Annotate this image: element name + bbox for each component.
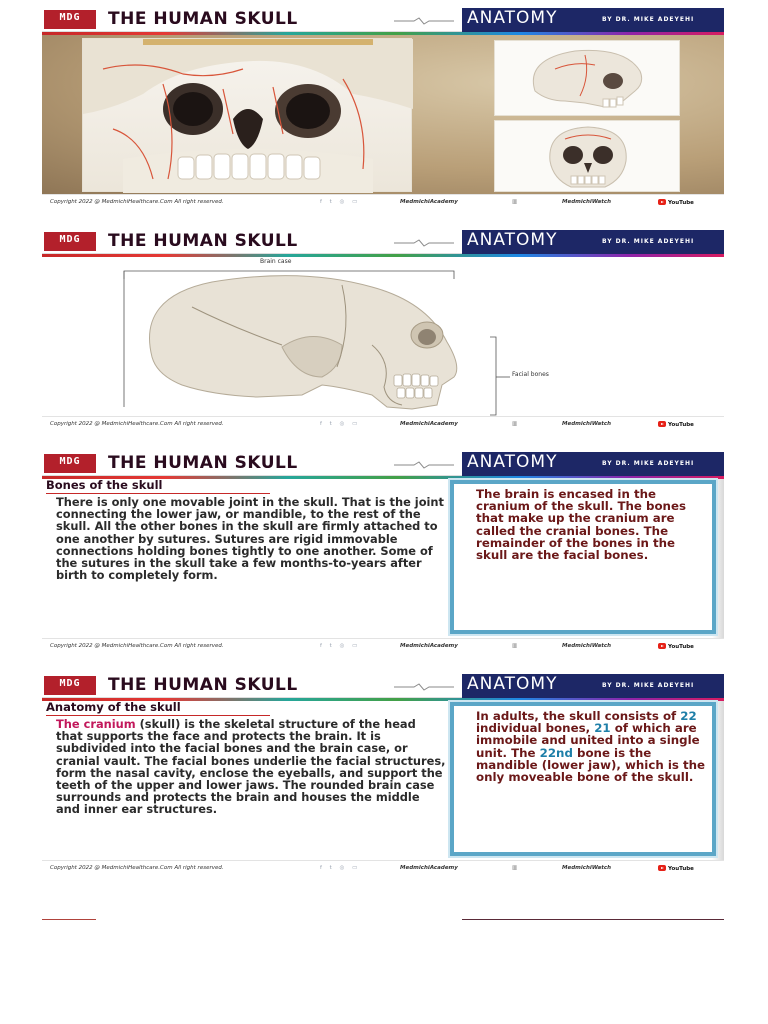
slide-footer (42, 860, 724, 874)
count-22nd: 22nd (539, 745, 573, 760)
body-rest: (skull) is the skeletal structure of the head that supports the face and protects the brain. It is subdivided into the facial bones and the brain case, or cranial vault. The facial bones underlie the facial structures, form the nasal cavity, enclose the eyeballs, and support the teeth of the upper and lower jaws. The rounded brain case surrounds and protects the brain and houses the middle and inner ear structures. (56, 717, 446, 817)
slide-header (42, 8, 724, 32)
slide-skull-diagram (42, 230, 724, 430)
youtube-icon (658, 643, 666, 649)
section-title: Bones of the skull (46, 478, 163, 492)
facial-bones-label: Facial bones (512, 371, 549, 378)
squiggle-icon (394, 16, 454, 26)
building-icon: ▥ (512, 643, 518, 649)
social-icons[interactable]: f t ◎ ▭ (320, 643, 361, 649)
copyright-text: Copyright 2022 @ MedmichiHealthcare.Com All right reserved. (50, 865, 224, 871)
building-icon: ▥ (512, 865, 518, 871)
course-label: ANATOMY (467, 452, 558, 472)
section-underline (46, 493, 270, 494)
squiggle-icon (394, 238, 454, 248)
slide-bones-of-skull (42, 452, 724, 652)
course-label: ANATOMY (467, 230, 558, 250)
building-icon: ▥ (512, 421, 518, 427)
callout-text: The brain is encased in the cranium of the skull. The bones that make up the cranium are called the cranial bones. The remainder of the bones in the skull are the facial bones. (476, 487, 686, 563)
skull-side-photo (494, 40, 680, 116)
slide-anatomy-of-skull (42, 674, 724, 874)
youtube-link[interactable]: YouTube (658, 865, 694, 872)
bottom-rule-right (462, 919, 724, 920)
academy-link[interactable]: MedmichiAcademy (400, 643, 458, 649)
count-22: 22 (680, 709, 697, 723)
brain-case-label: Brain case (260, 258, 292, 265)
author-byline: BY DR. MIKE ADEYEHI (602, 682, 695, 689)
callout-box (450, 480, 716, 634)
bottom-rule-left (42, 919, 96, 920)
watch-link[interactable]: MedmichiWatch (562, 421, 612, 427)
academy-link[interactable]: MedmichiAcademy (400, 421, 458, 427)
squiggle-icon (394, 460, 454, 470)
slide-title: THE HUMAN SKULL (108, 9, 298, 29)
youtube-icon (658, 865, 666, 871)
building-icon: ▥ (512, 199, 518, 205)
author-byline: BY DR. MIKE ADEYEHI (602, 238, 695, 245)
callout-box (450, 702, 716, 856)
academy-link[interactable]: MedmichiAcademy (400, 199, 458, 205)
cranium-highlight: The cranium (56, 717, 136, 731)
watch-link[interactable]: MedmichiWatch (562, 643, 612, 649)
course-label: ANATOMY (467, 8, 558, 28)
count-21: 21 (594, 721, 611, 736)
skull-lateral-diagram (42, 257, 724, 416)
course-label: ANATOMY (467, 674, 558, 694)
mdg-logo: MDG (44, 676, 96, 695)
slide-footer (42, 194, 724, 208)
copyright-text: Copyright 2022 @ MedmichiHealthcare.Com All right reserved. (50, 421, 224, 427)
skull-side-illustration (495, 41, 681, 117)
slide-header (42, 452, 724, 476)
skull-front-photo (494, 120, 680, 192)
mdg-logo: MDG (44, 10, 96, 29)
youtube-link[interactable]: YouTube (658, 421, 694, 428)
slide-skull-photos (42, 8, 724, 208)
mdg-logo: MDG (44, 232, 96, 251)
social-icons[interactable]: f t ◎ ▭ (320, 421, 361, 427)
social-icons[interactable]: f t ◎ ▭ (320, 199, 361, 205)
youtube-link[interactable]: YouTube (658, 643, 694, 650)
callout-text: In adults, the skull consists of 22 individual bones, 21 of which are immobile and united into a single unit. The 22nd bone is the mandible (lower jaw), which is the only moveable bone of the skull. (476, 709, 706, 785)
copyright-text: Copyright 2022 @ MedmichiHealthcare.Com All right reserved. (50, 199, 224, 205)
slide-footer (42, 638, 724, 652)
youtube-icon (658, 199, 666, 205)
youtube-icon (658, 421, 666, 427)
section-underline (46, 715, 270, 716)
skull-closeup-illustration (83, 39, 413, 193)
slide-footer (42, 416, 724, 430)
skull-front-illustration (495, 121, 681, 193)
slide-title: THE HUMAN SKULL (108, 453, 298, 473)
copyright-text: Copyright 2022 @ MedmichiHealthcare.Com All right reserved. (50, 643, 224, 649)
watch-link[interactable]: MedmichiWatch (562, 865, 612, 871)
author-byline: BY DR. MIKE ADEYEHI (602, 460, 695, 467)
slide-header (42, 230, 724, 254)
section-title: Anatomy of the skull (46, 700, 181, 714)
slide-header (42, 674, 724, 698)
mdg-logo: MDG (44, 454, 96, 473)
academy-link[interactable]: MedmichiAcademy (400, 865, 458, 871)
youtube-link[interactable]: YouTube (658, 199, 694, 206)
body-paragraph: There is only one movable joint in the skull. That is the joint connecting the lower jaw, or mandible, to the rest of the skull. All the other bones in the skull are firmly attached to one another by sutures. Sutures are rigid immovable connections holding bones tightly to one another. Some of the sutures in the skull take a few months-to-years after birth to completely form. (56, 495, 444, 583)
body-paragraph (56, 718, 446, 816)
slide-title: THE HUMAN SKULL (108, 231, 298, 251)
social-icons[interactable]: f t ◎ ▭ (320, 865, 361, 871)
watch-link[interactable]: MedmichiWatch (562, 199, 612, 205)
slide-title: THE HUMAN SKULL (108, 675, 298, 695)
skull-closeup-photo (82, 38, 412, 192)
author-byline: BY DR. MIKE ADEYEHI (602, 16, 695, 23)
squiggle-icon (394, 682, 454, 692)
